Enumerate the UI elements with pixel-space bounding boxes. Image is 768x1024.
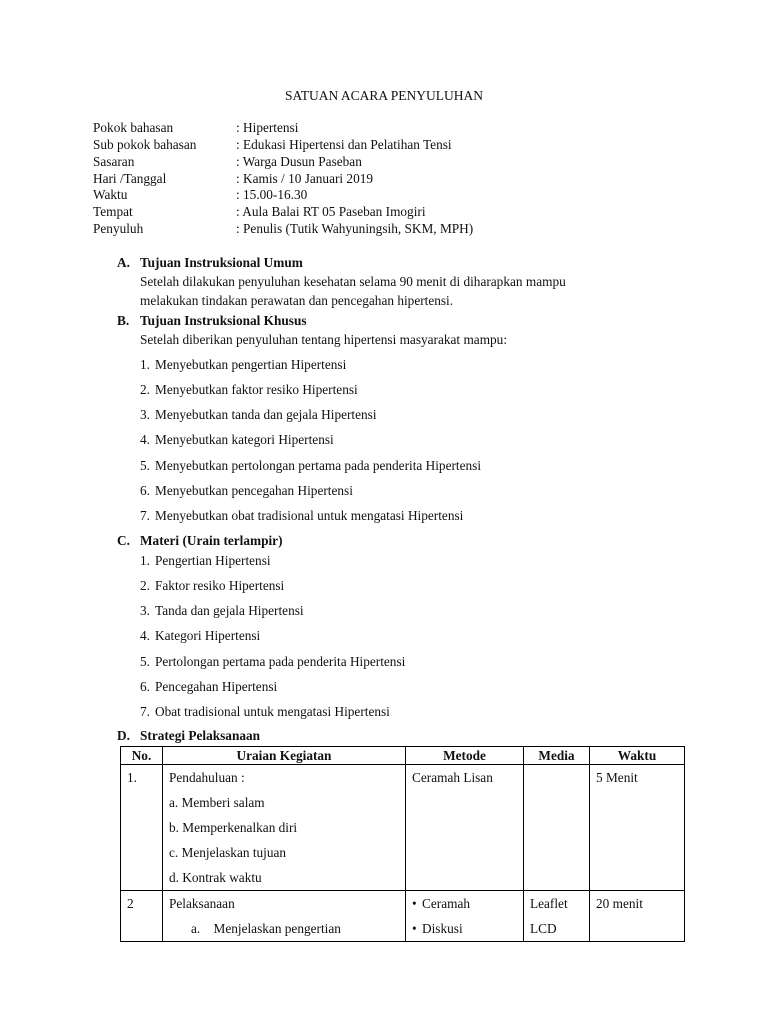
list-item: Pengertian Hipertensi xyxy=(155,553,271,568)
column-header-no: No. xyxy=(121,747,163,765)
column-header-waktu: Waktu xyxy=(590,747,685,765)
list-item: Menyebutkan obat tradisional untuk mengatasi Hipertensi xyxy=(155,508,464,523)
list-item: Kategori Hipertensi xyxy=(155,628,261,643)
metode-item xyxy=(412,916,517,941)
list-item: Menyebutkan tanda dan gejala Hipertensi xyxy=(155,407,377,422)
column-header-metode: Metode xyxy=(406,747,524,765)
uraian-item: a. Memberi salam xyxy=(169,795,265,810)
info-key: Pokok bahasan xyxy=(93,120,174,135)
list-item: Pencegahan Hipertensi xyxy=(155,679,278,694)
section-d-heading: Strategi Pelaksanaan xyxy=(140,728,261,743)
list-item: Pertolongan pertama pada penderita Hipertensi xyxy=(155,654,406,669)
list-number: 5. xyxy=(140,654,150,669)
media-item: Leaflet xyxy=(530,896,568,911)
cell-uraian xyxy=(163,891,406,942)
info-key: Sasaran xyxy=(93,154,135,169)
info-value: : Edukasi Hipertensi dan Pelatihan Tensi xyxy=(236,137,452,152)
metode-label: Diskusi xyxy=(422,921,463,936)
uraian-item: a. Menjelaskan pengertian xyxy=(191,921,341,936)
media-item: LCD xyxy=(530,921,557,936)
info-key: Waktu xyxy=(93,187,128,202)
list-item: Faktor resiko Hipertensi xyxy=(155,578,285,593)
list-number: 1. xyxy=(140,553,150,568)
table-row xyxy=(121,891,685,942)
cell-media xyxy=(524,765,590,891)
list-item: Menyebutkan kategori Hipertensi xyxy=(155,432,334,447)
cell-no: 1. xyxy=(121,765,163,891)
info-value: : 15.00-16.30 xyxy=(236,187,308,202)
info-value: : Warga Dusun Paseban xyxy=(236,154,362,169)
list-item: Tanda dan gejala Hipertensi xyxy=(155,603,304,618)
info-key: Hari /Tanggal xyxy=(93,171,167,186)
section-d-letter: D. xyxy=(117,728,130,743)
list-number: 7. xyxy=(140,508,150,523)
cell-metode xyxy=(406,891,524,942)
section-a-heading: Tujuan Instruksional Umum xyxy=(140,255,303,270)
document-title: SATUAN ACARA PENYULUHAN xyxy=(284,88,484,103)
column-header-media: Media xyxy=(524,747,590,765)
list-item: Menyebutkan faktor resiko Hipertensi xyxy=(155,382,358,397)
section-c-letter: C. xyxy=(117,533,130,548)
list-number: 4. xyxy=(140,628,150,643)
list-number: 6. xyxy=(140,483,150,498)
section-b-letter: B. xyxy=(117,313,130,328)
bullet-icon: • xyxy=(412,896,417,911)
list-number: 7. xyxy=(140,704,150,719)
section-a-letter: A. xyxy=(117,255,130,270)
section-b-heading: Tujuan Instruksional Khusus xyxy=(140,313,307,328)
cell-metode: Ceramah Lisan xyxy=(406,765,524,891)
uraian-item: d. Kontrak waktu xyxy=(169,870,262,885)
cell-waktu: 5 Menit xyxy=(590,765,685,891)
uraian-item: c. Menjelaskan tujuan xyxy=(169,845,287,860)
list-number: 6. xyxy=(140,679,150,694)
uraian-item: b. Memperkenalkan diri xyxy=(169,820,298,835)
list-number: 3. xyxy=(140,407,150,422)
list-number: 2. xyxy=(140,578,150,593)
section-a-paragraph-line: melakukan tindakan perawatan dan pencegahan hipertensi. xyxy=(140,293,454,308)
strategy-table xyxy=(120,746,685,942)
metode-label: Ceramah xyxy=(422,896,470,911)
list-item: Menyebutkan pertolongan pertama pada penderita Hipertensi xyxy=(155,458,482,473)
cell-media xyxy=(524,891,590,942)
section-c-heading: Materi (Urain terlampir) xyxy=(140,533,283,548)
info-value: : Penulis (Tutik Wahyuningsih, SKM, MPH) xyxy=(236,221,474,236)
table-header-row xyxy=(121,747,685,765)
uraian-title: Pelaksanaan xyxy=(169,896,235,911)
info-key: Sub pokok bahasan xyxy=(93,137,197,152)
section-a-paragraph-line: Setelah dilakukan penyuluhan kesehatan selama 90 menit di diharapkan mampu xyxy=(140,274,566,289)
table-row xyxy=(121,765,685,891)
bullet-icon: • xyxy=(412,921,417,936)
info-value: : Kamis / 10 Januari 2019 xyxy=(236,171,374,186)
info-value: : Hipertensi xyxy=(236,120,299,135)
list-number: 1. xyxy=(140,357,150,372)
cell-no: 2 xyxy=(121,891,163,942)
cell-uraian xyxy=(163,765,406,891)
list-item: Obat tradisional untuk mengatasi Hipertensi xyxy=(155,704,390,719)
column-header-uraian: Uraian Kegiatan xyxy=(163,747,406,765)
list-number: 4. xyxy=(140,432,150,447)
info-value: : Aula Balai RT 05 Paseban Imogiri xyxy=(236,204,426,219)
list-item: Menyebutkan pengertian Hipertensi xyxy=(155,357,347,372)
metode-item xyxy=(412,891,517,916)
info-key: Tempat xyxy=(93,204,133,219)
list-number: 5. xyxy=(140,458,150,473)
uraian-title: Pendahuluan : xyxy=(169,770,245,785)
list-item: Menyebutkan pencegahan Hipertensi xyxy=(155,483,353,498)
info-key: Penyuluh xyxy=(93,221,144,236)
cell-waktu: 20 menit xyxy=(590,891,685,942)
list-number: 3. xyxy=(140,603,150,618)
list-number: 2. xyxy=(140,382,150,397)
section-b-intro: Setelah diberikan penyuluhan tentang hipertensi masyarakat mampu: xyxy=(140,332,508,347)
